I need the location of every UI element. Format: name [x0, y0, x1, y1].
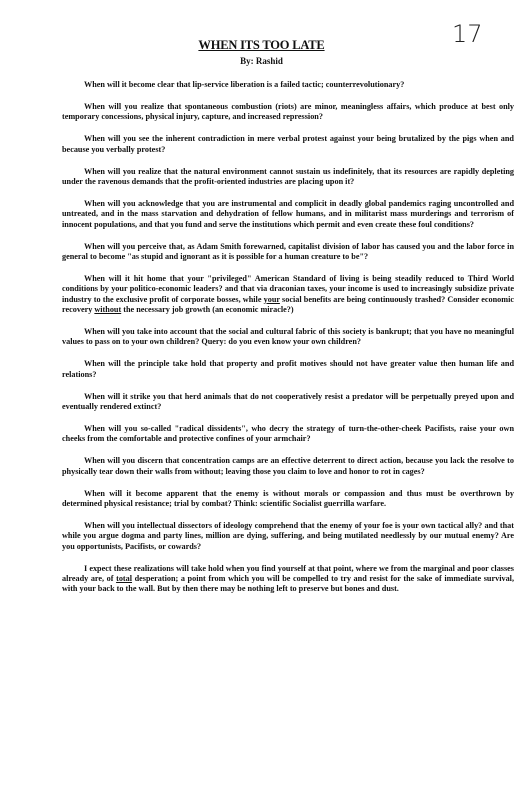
paragraph-text: When will you perceive that, as Adam Smith forewarned, capitalist division of labor has caused you and the labor force in general to become "as stupid and ignorant as it is possible for a human creature to be"?: [62, 241, 514, 261]
byline: By: Rashid: [240, 56, 283, 66]
paragraph: [62, 167, 514, 188]
paragraph: [62, 242, 514, 263]
paragraph-text: When will you so-called "radical dissidents", who decry the strategy of turn-the-other-cheek Pacifists, raise your own cheeks from the comfortable and protective confines of your armchair?: [62, 423, 514, 444]
article-body: [62, 80, 514, 606]
paragraph-text: When will you see the inherent contradiction in mere verbal protest against your being brutalized by the pigs when and because you verbally protest?: [62, 134, 514, 154]
paragraph-text: When will it become apparent that the enemy is without morals or compassion and thus must be overthrown by determined physical resistance; trial by combat? Think: scientific Socialist guerrilla warfare.: [62, 488, 514, 508]
paragraph: [62, 134, 514, 155]
paragraph-text: I expect these realizations will take hold when you find yourself at that point, where we from the marginal and poor classes already are, of: [62, 563, 514, 583]
article-title: WHEN ITS TOO LATE: [198, 38, 325, 52]
paragraph-text: When will you take into account that the social and cultural fabric of this society is bankrupt; that you have no meaningful values to pass on to your own children? Query: do you even know your own children?: [62, 327, 514, 347]
paragraph: [62, 456, 514, 477]
paragraph-text: desperation; a point from which you will be compelled to try and resist for the sake of immediate survival, with your back to the wall. But by then there may be nothing left to preserve but bones and dust.: [62, 574, 514, 594]
paragraph-text: When will you realize that the natural environment cannot sustain us indefinitely, that its resources are rapidly depleting under the ravenous demands that the profit-oriented industries are placing upon it?: [62, 166, 514, 186]
paragraph-text: social benefits are being continuously trashed? Consider economic recovery: [62, 294, 514, 315]
paragraph-text: the necessary job growth (an economic miracle?): [121, 305, 294, 315]
paragraph: [62, 564, 514, 595]
paragraph: [62, 274, 514, 316]
paragraph: [62, 327, 514, 348]
paragraph-text: When will you realize that spontaneous combustion (riots) are minor, meaningless affairs, which produce at best only temporary concessions, physical injury, capture, and increased repression?: [62, 101, 514, 122]
paragraph-text: When will it hit home that your "privileged" American Standard of living is being steadily reduced to Third World conditions by your politico-economic leaders? and that via draconian taxes, your income is used to increasingly subsidize private industry to the exclusive profit of corporate bosses, while: [62, 273, 514, 304]
underlined-text: total: [116, 574, 133, 583]
paragraph: [62, 80, 514, 90]
paragraph: [62, 521, 514, 552]
paragraph: [62, 424, 514, 445]
underlined-text: without: [94, 305, 122, 315]
paragraph-text: When will you acknowledge that you are instrumental and complicit in deadly global pandemics raging uncontrolled and untreated, and in the mass starvation and dehydration of fellow humans, and in militarist mass murderings and terrorism of innocent populations, and that you fund and serve the institutions which permit and even create these foul conditions?: [62, 198, 514, 229]
paragraph-text: When will you intellectual dissectors of ideology comprehend that the enemy of your foe is your own tactical ally? and that while you argue dogma and party lines, million are dying, suffering, and being mutilated needlessly by our mutual enemy? Are you opportunists, Pacifists, or cowards?: [62, 520, 514, 551]
paragraph: [62, 489, 514, 510]
page-number: 17: [452, 20, 483, 48]
paragraph-text: When will it strike you that herd animals that do not cooperatively resist a predator will be perpetually preyed upon and eventually rendered extinct?: [62, 391, 514, 412]
paragraph-text: When will you discern that concentration camps are an effective deterrent to direct action, because you lack the resolve to physically tear down their walls from without; leaving those you claim to love and honor to rot in cages?: [62, 456, 514, 476]
paragraph: [62, 102, 514, 123]
underlined-text: your: [263, 294, 280, 304]
paragraph-text: When will it become clear that lip-service liberation is a failed tactic; counterrevolutionary?: [84, 80, 405, 89]
paragraph-text: When will the principle take hold that property and profit motives should not have greater value then human life and relations?: [62, 359, 514, 379]
paragraph: [62, 392, 514, 413]
paragraph: [62, 359, 514, 380]
paragraph: [62, 199, 514, 230]
